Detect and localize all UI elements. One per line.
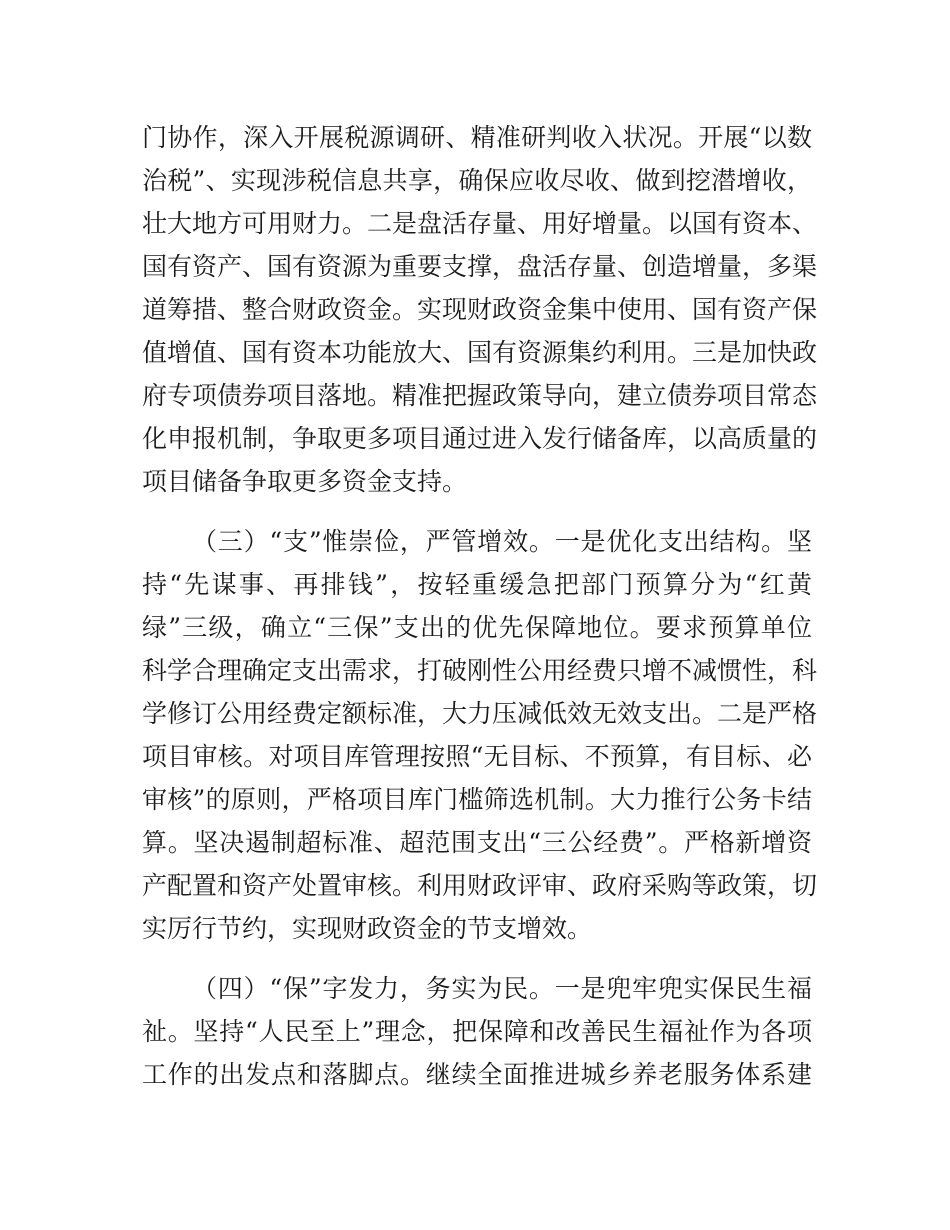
- text-line: 算。坚决遏制超标准、超范围支出“三公经费”。严格新增资: [142, 828, 812, 857]
- text-line: 祉。坚持“人民至上”理念，把保障和改善民生福祉作为各项: [142, 1017, 812, 1046]
- text-line: 绿”三级，确立“三保”支出的优先保障地位。要求预算单位: [142, 613, 812, 642]
- body-text: [142, 116, 818, 1096]
- text-line: 实厉行节约，实现财政资金的节支增效。: [142, 914, 593, 943]
- text-line: 治税”、实现涉税信息共享，确保应收尽收、做到挖潜增收，: [142, 166, 812, 195]
- text-line: 化申报机制，争取更多项目通过进入发行储备库，以高质量的: [142, 424, 818, 453]
- text-line: 持“先谋事、再排钱”，按轻重缓急把部门预算分为“红黄: [142, 570, 812, 599]
- text-line: 国有资产、国有资源为重要支撑，盘活存量、创造增量，多渠: [142, 252, 818, 281]
- text-line: 科学合理确定支出需求，打破刚性公用经费只增不减惯性，科: [142, 656, 818, 685]
- text-line: 产配置和资产处置审核。利用财政评审、政府采购等政策，切: [142, 871, 818, 900]
- text-line: 壮大地方可用财力。二是盘活存量、用好增量。以国有资本、: [142, 209, 818, 238]
- text-line: 府专项债券项目落地。精准把握政策导向，建立债券项目常态: [142, 381, 818, 410]
- paragraph-livelihood: [142, 967, 812, 1096]
- text-line: 审核”的原则，严格项目库门槛筛选机制。大力推行公务卡结: [142, 785, 812, 814]
- text-line: （四）“保”字发力，务实为民。一是兜牢兜实保民生福: [192, 974, 812, 1003]
- paragraph-expenditure: [142, 520, 818, 950]
- text-line: 道筹措、整合财政资金。实现财政资金集中使用、国有资产保: [142, 295, 818, 324]
- paragraph-spacing: [142, 950, 812, 967]
- paragraph-spacing: [142, 503, 812, 520]
- text-line: 项目储备争取更多资金支持。: [142, 467, 468, 496]
- text-line: 项目审核。对项目库管理按照“无目标、不预算，有目标、必: [142, 742, 812, 771]
- text-line: （三）“支”惟崇俭，严管增效。一是优化支出结构。坚: [192, 527, 812, 556]
- text-line: 门协作，深入开展税源调研、精准研判收入状况。开展“以数: [142, 123, 812, 152]
- text-line: 值增值、国有资本功能放大、国有资源集约利用。三是加快政: [142, 338, 818, 367]
- text-line: 学修订公用经费定额标准，大力压减低效无效支出。二是严格: [142, 699, 818, 728]
- paragraph-revenue: [142, 116, 818, 503]
- text-line: 工作的出发点和落脚点。继续全面推进城乡养老服务体系建: [142, 1060, 812, 1089]
